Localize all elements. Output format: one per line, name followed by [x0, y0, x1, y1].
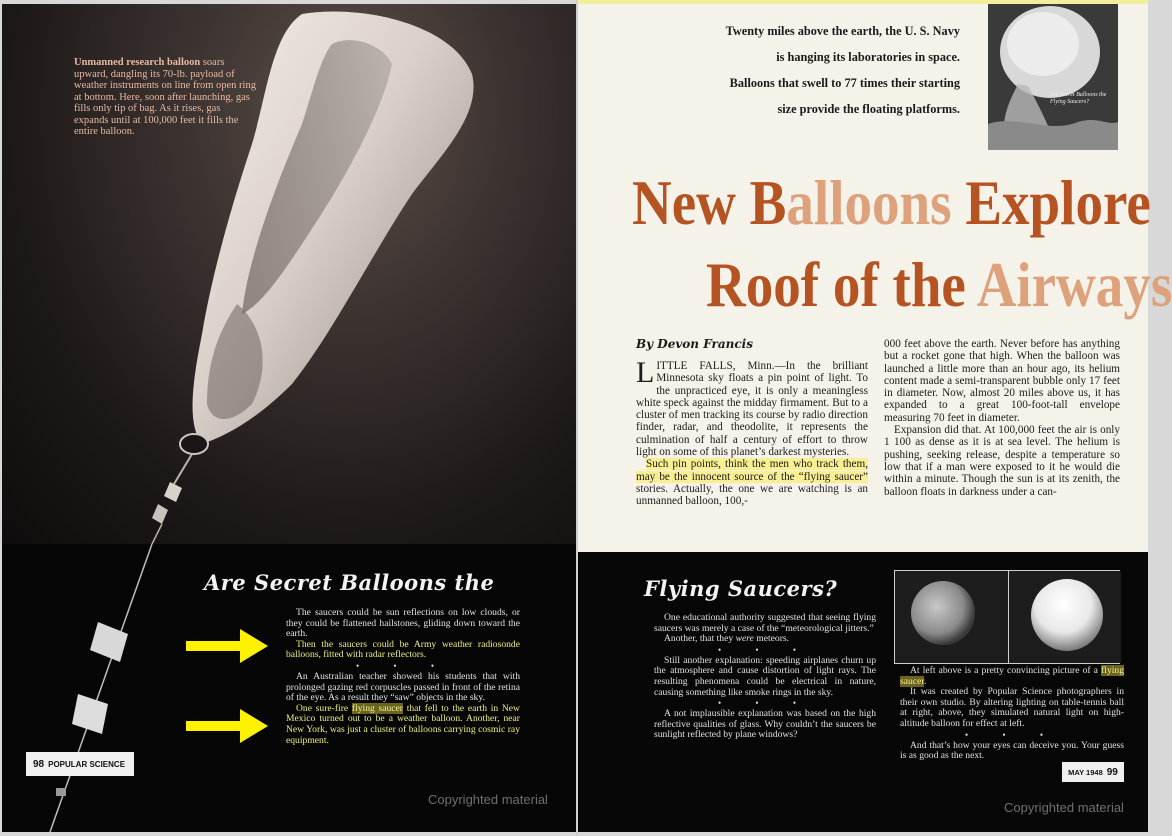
left-body-column — [286, 608, 520, 746]
yellow-arrow-icon — [184, 706, 270, 746]
thumbnail-balloon — [988, 4, 1118, 150]
paragraph: The saucers could be sun reflections on low clouds, or they could be flattened hailstones, gliding down toward the earth. — [286, 607, 520, 640]
balloon-photo — [2, 4, 576, 544]
magazine-name: POPULAR SCIENCE — [48, 759, 126, 769]
paragraph-highlighted: Then the saucers could be Army weather radiosonde balloons, fitted with radar reflectors. — [286, 638, 520, 661]
photo-caption: Unmanned research balloon soars upward, dangling its 70-lb. payload of weather instruments on line from open ring at bottom. Here, soon after launching, gas fills only tip of bag. As it rises, gas expands until at 100,000 feet it fills the entire balloon. — [74, 57, 256, 137]
paragraph-highlighted: Such pin points, think the men who track them, may be the innocent source of the “flying saucer” stories. Actually, the one we are watching is an unmanned balloon, 100,- — [636, 458, 868, 508]
saucer-photo-left — [895, 571, 1008, 663]
flying-saucer-highlight: Such pin points, think the men who track them, may be the innocent source of the “flying saucer” — [636, 458, 868, 483]
right-bottom-column-1: One educational authority suggested that seeing flying saucers was merely a case of the “meteorological jitters.” Another, that they were meteors. • • • Still another explanation: speeding airplanes churn up the atmosphere and cause distortion of light rays. The resulting phenomena could be electrical in nature, causing something like smoke rings in the sky. • • • A not implausible explanation was based on the high reflective qualities of glass. Why couldn’t the saucers be sunlight reflected by plane windows? — [654, 612, 876, 741]
right-folio — [1062, 762, 1124, 782]
paragraph: An Australian teacher showed his students that with prolonged gazing red corpuscles passed in front of the retina of the eye. As a result they “saw” objects in the sky. — [286, 670, 520, 704]
saucer-photo-pair — [894, 570, 1120, 664]
page-number: 99 — [1106, 766, 1118, 778]
saucer-photo-right — [1008, 571, 1121, 663]
right-page — [578, 4, 1172, 832]
left-folio — [26, 752, 134, 776]
left-headline: Are Secret Balloons the — [204, 570, 495, 595]
table-tennis-ball — [1009, 571, 1122, 663]
thumbnail-caption: Are Secret Balloons the Flying Saucers? — [1050, 92, 1107, 105]
section-dots: • • • — [718, 644, 812, 655]
article-column-2: 000 feet above the earth. Never before has anything but a rocket gone that high. When the balloon was launched a little more than an hour ago, its helium content made a semi-transparent bubble only 17 feet in diameter. Now, almost 20 miles above us, it has expanded to a great 100-foot-tall envelope measuring 70 feet in diameter. Expansion did that. At 100,000 feet the air is only 1 100 as dense as it is at sea level. The helium is pushing, seeking release, despite a temperature so low that if a man were exposed to it he would die within a minute. Though the sun is at its zenith, the balloon floats in darkness under a can- — [884, 338, 1120, 498]
saucer-sphere-dim — [895, 571, 1008, 663]
right-bottom-column-2: At left above is a pretty convincing picture of a flying saucer. It was created by Popular Science photographers in their own studio. By altering lighting on table-tennis ball at right, above, they simulated natural light on high-altitude balloon for effect at left. • • • And that’s how your eyes can deceive you. Your guess is as good as the next. — [900, 665, 1124, 762]
section-dots: • • • — [965, 729, 1059, 740]
drop-cap: L — [636, 356, 655, 389]
watermark: Copyrighted material — [1004, 800, 1124, 815]
flying-saucer-highlight: flying saucer — [351, 702, 403, 714]
page-number: 98 — [33, 758, 45, 770]
article-column-1: LITTLE FALLS, Minn.—In the brilliant Minnesota sky floats a pin point of light. To the unpracticed eye, it is only a meaningless white speck against the midday firmament. But to a cluster of men tracking its course by radio direction finder, radar, and theodolite, it represents the culmination of half a century of effort to throw light on some of this planet’s darkest mysteries. Such pin points, think the men who track them, may be the innocent source of the “flying saucer” stories. Actually, the one we are watching is an unmanned balloon, 100,- — [636, 356, 868, 508]
flying-saucer-highlight: flying saucer — [900, 665, 1124, 687]
paragraph-highlighted: One sure-fire flying saucer that fell to the earth in New Mexico turned out to be a weather balloon. Another, near New York, was just a cluster of balloons carrying cosmic ray equipment. — [286, 702, 520, 746]
issue-date: MAY 1948 — [1068, 767, 1103, 777]
byline: By Devon Francis — [636, 337, 753, 351]
deck-line: Twenty miles above the earth, the U. S. Navy — [725, 24, 960, 38]
deck-line: size provide the floating platforms. — [777, 102, 960, 116]
thumbnail-photo — [988, 4, 1118, 150]
yellow-arrow-icon — [184, 626, 270, 666]
watermark: Copyrighted material — [428, 792, 548, 807]
article-deck — [660, 18, 960, 122]
section-dots: • • • — [356, 660, 450, 671]
section-dots: • • • — [718, 698, 812, 709]
deck-line: is hanging its laboratories in space. — [776, 50, 960, 64]
title-line-1: New Balloons Explore — [632, 167, 1151, 238]
deck-line: Balloons that swell to 77 times their starting — [729, 76, 960, 90]
title-line-2: Roof of the Airways — [706, 249, 1172, 320]
right-headline: Flying Saucers? — [644, 576, 838, 601]
left-page — [2, 4, 576, 832]
